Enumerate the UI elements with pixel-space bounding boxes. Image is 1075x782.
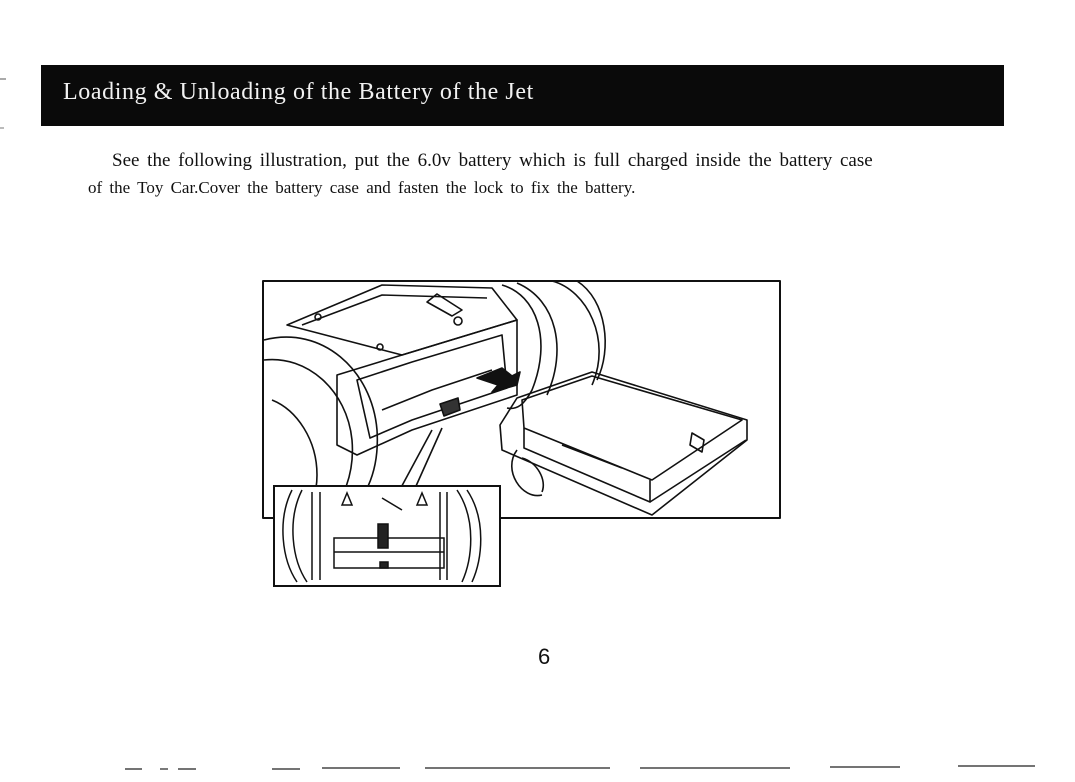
insert-arrow-icon	[477, 368, 520, 392]
instruction-text-line-1: See the following illustration, put the 6.0v battery which is full charged inside the battery case	[112, 150, 873, 171]
latch-closeup-inset	[274, 486, 500, 586]
page-number: 6	[538, 644, 551, 669]
section-title: Loading & Unloading of the Battery of the Jet	[63, 79, 534, 105]
instruction-text-line-2: of the Toy Car.Cover the battery case and fasten the lock to fix the battery.	[88, 178, 636, 197]
battery-case-illustration	[262, 280, 787, 592]
section-header-bar	[41, 65, 1004, 126]
right-wheel	[502, 285, 541, 408]
battery-pack	[500, 372, 747, 515]
